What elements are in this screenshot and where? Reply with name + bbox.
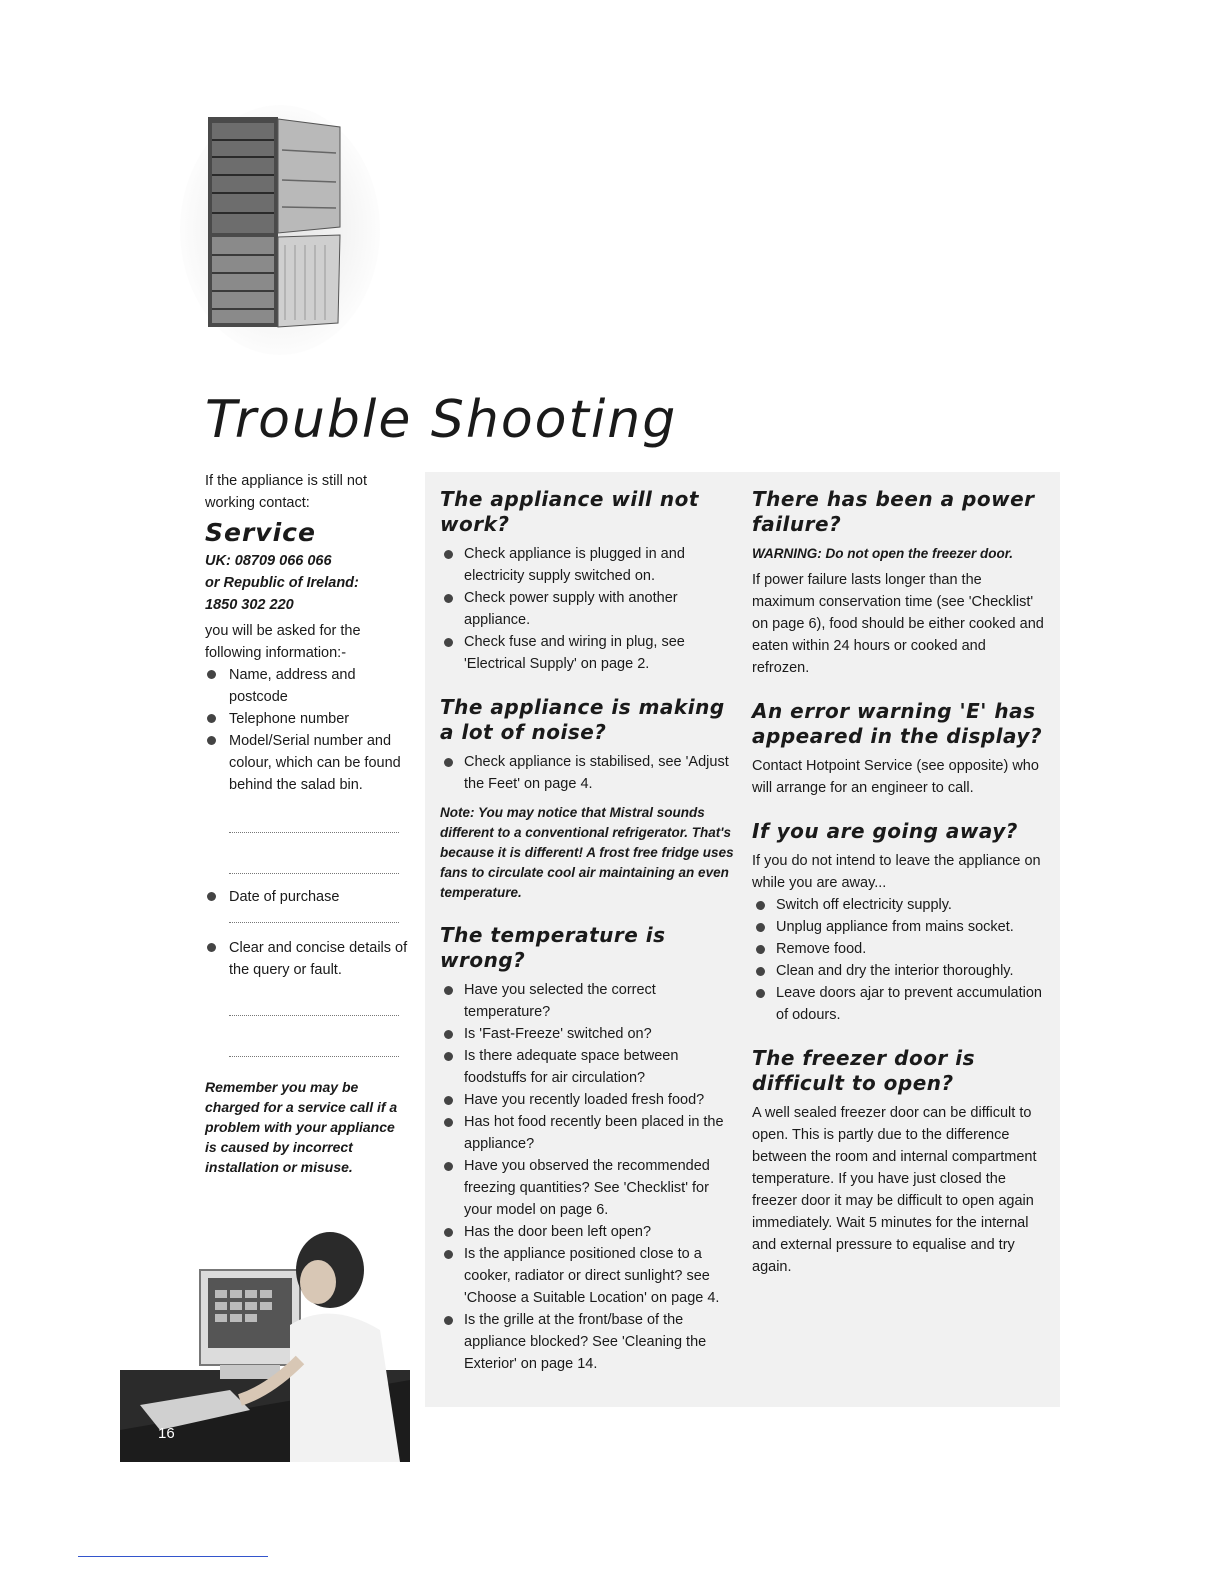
information-intro: you will be asked for the following information:- xyxy=(205,623,361,661)
list-item: Check fuse and wiring in plug, see 'Electrical Supply' on page 2. xyxy=(440,631,735,675)
bullet-icon xyxy=(756,967,765,976)
list-item: Check power supply with another appliance. xyxy=(440,587,735,631)
freezer-door-warning: WARNING: Do not open the freezer door. xyxy=(752,546,1014,561)
list-item: Remove food. xyxy=(752,938,1047,960)
section-heading: There has been a power failure? xyxy=(752,487,1035,536)
list-item: Clean and dry the interior thoroughly. xyxy=(752,960,1047,982)
page-number: 16 xyxy=(158,1425,175,1442)
section-temperature xyxy=(440,923,735,1375)
section-power-failure xyxy=(752,487,1047,679)
list-item: Switch off electricity supply. xyxy=(752,894,1047,916)
bullet-icon xyxy=(207,736,216,745)
list-item: Have you observed the recommended freezing quantities? See 'Checklist' for your model on page 6. xyxy=(440,1155,735,1221)
bullet-icon xyxy=(756,901,765,910)
section-error-warning xyxy=(752,699,1047,799)
list-item: Is the appliance positioned close to a cooker, radiator or direct sunlight? see 'Choose a Suitable Location' on page 4. xyxy=(440,1243,735,1309)
bullet-icon xyxy=(444,550,453,559)
bullet-icon xyxy=(444,1052,453,1061)
service-charge-notice: Remember you may be charged for a service call if a problem with your appliance is caused by incorrect installation or misuse. xyxy=(205,1079,398,1175)
bullet-icon xyxy=(756,923,765,932)
phone-ireland-label: or Republic of Ireland: xyxy=(205,575,359,591)
bullet-icon xyxy=(444,1030,453,1039)
bullet-icon xyxy=(207,714,216,723)
required-information-list xyxy=(205,937,410,981)
required-information-list xyxy=(205,886,410,908)
fridge-freezer-photo xyxy=(170,95,380,355)
section-text: If you do not intend to leave the appliance on while you are away... xyxy=(752,853,1041,891)
list-item: Has hot food recently been placed in the appliance? xyxy=(440,1111,735,1155)
troubleshooting-column-middle xyxy=(440,487,735,1375)
troubleshooting-column-right xyxy=(752,487,1047,1278)
bullet-icon xyxy=(207,943,216,952)
page-title: Trouble Shooting xyxy=(205,390,678,450)
section-heading: The temperature is wrong? xyxy=(440,923,666,972)
list-item: Has the door been left open? xyxy=(440,1221,735,1243)
section-heading: The appliance will not work? xyxy=(440,487,699,536)
write-in-line[interactable] xyxy=(229,908,399,923)
bullet-icon xyxy=(444,986,453,995)
bullet-icon xyxy=(207,670,216,679)
list-item: Check appliance is stabilised, see 'Adjust the Feet' on page 4. xyxy=(440,751,735,795)
write-in-line[interactable] xyxy=(229,1016,399,1057)
list-item: Telephone number xyxy=(205,708,410,730)
section-text: If power failure lasts longer than the maximum conservation time (see 'Checklist' on page 6), food should be either cooked and eaten within 24 hours or cooked and refrozen. xyxy=(752,572,1044,676)
list-item: Model/Serial number and colour, which can be found behind the salad bin. xyxy=(205,730,410,796)
bullet-icon xyxy=(444,594,453,603)
bullet-icon xyxy=(444,638,453,647)
bullet-icon xyxy=(444,1316,453,1325)
bullet-icon xyxy=(207,892,216,901)
service-intro: If the appliance is still not working contact: xyxy=(205,473,368,511)
write-in-line[interactable] xyxy=(229,981,399,1016)
write-in-line[interactable] xyxy=(229,796,399,833)
section-heading: If you are going away? xyxy=(752,819,1018,843)
bullet-icon xyxy=(444,1250,453,1259)
bullet-icon xyxy=(444,1162,453,1171)
bullet-icon xyxy=(444,758,453,767)
section-text: Contact Hotpoint Service (see opposite) who will arrange for an engineer to call. xyxy=(752,758,1039,796)
list-item: Is 'Fast-Freeze' switched on? xyxy=(440,1023,735,1045)
service-contact-column xyxy=(205,470,410,1177)
section-heading: An error warning 'E' has appeared in the display? xyxy=(752,699,1043,748)
list-item: Clear and concise details of the query or fault. xyxy=(205,937,410,981)
phone-ireland: 1850 302 220 xyxy=(205,597,294,613)
bullet-icon xyxy=(444,1096,453,1105)
section-going-away xyxy=(752,819,1047,1026)
section-freezer-door xyxy=(752,1046,1047,1278)
list-item: Date of purchase xyxy=(205,886,410,908)
list-item: Check appliance is plugged in and electricity supply switched on. xyxy=(440,543,735,587)
list-item: Leave doors ajar to prevent accumulation of odours. xyxy=(752,982,1047,1026)
section-heading: The freezer door is difficult to open? xyxy=(752,1046,976,1095)
service-heading: Service xyxy=(205,518,316,547)
phone-uk: UK: 08709 066 066 xyxy=(205,553,332,569)
bullet-icon xyxy=(444,1228,453,1237)
mistral-note: Note: You may notice that Mistral sounds different to a conventional refrigerator. That's because it is different! A frost free fridge uses fans to circulate cool air maintaining an even temperature. xyxy=(440,805,734,900)
footer-rule xyxy=(78,1556,268,1557)
list-item: Unplug appliance from mains socket. xyxy=(752,916,1047,938)
bullet-icon xyxy=(756,945,765,954)
list-item: Have you selected the correct temperature? xyxy=(440,979,735,1023)
section-heading: The appliance is making a lot of noise? xyxy=(440,695,725,744)
list-item: Is the grille at the front/base of the appliance blocked? See 'Cleaning the Exterior' on page 14. xyxy=(440,1309,735,1375)
list-item: Is there adequate space between foodstuffs for air circulation? xyxy=(440,1045,735,1089)
write-in-line[interactable] xyxy=(229,833,399,874)
list-item: Have you recently loaded fresh food? xyxy=(440,1089,735,1111)
section-noise xyxy=(440,695,735,903)
list-item: Name, address and postcode xyxy=(205,664,410,708)
section-appliance-not-working xyxy=(440,487,735,675)
bullet-icon xyxy=(756,989,765,998)
bullet-icon xyxy=(444,1118,453,1127)
section-text: A well sealed freezer door can be difficult to open. This is partly due to the difference between the room and internal compartment temperature. If you have just closed the freezer door it may be difficult to open again immediately. Wait 5 minutes for the internal and external pressure to equalise and try again. xyxy=(752,1105,1037,1275)
required-information-list xyxy=(205,664,410,796)
